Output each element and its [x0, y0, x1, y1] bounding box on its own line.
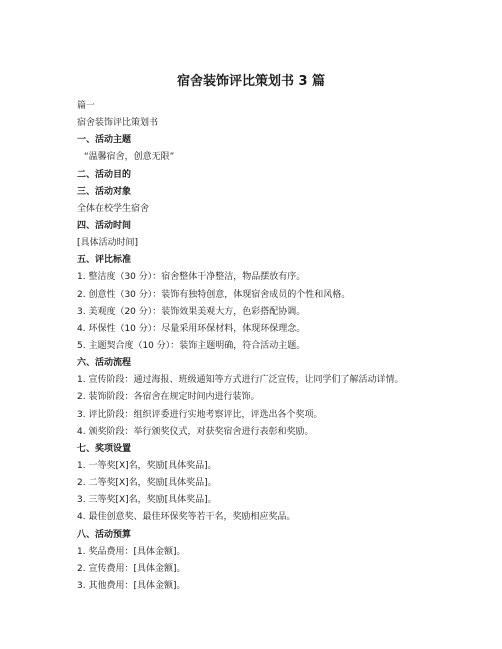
section-heading: 七、奖项设置: [77, 443, 132, 454]
text-line: 3. 三等奖[X]名，奖励[具体奖品]。: [77, 495, 217, 506]
section-heading: 一、活动主题: [77, 135, 132, 146]
text-line: 3. 其他费用：[具体金额]。: [77, 580, 186, 591]
text-line: 篇一: [77, 101, 96, 111]
text-line: 3. 评比阶段：组织评委进行实地考察评比，评选出各个奖项。: [77, 409, 323, 420]
section-heading: 二、活动目的: [77, 169, 132, 180]
text-line: 1. 宣传阶段：通过海报、班级通知等方式进行广泛宣传，让同学们了解活动详情。: [77, 375, 404, 386]
section-heading: 五、评比标准: [77, 255, 132, 266]
section-heading: 六、活动流程: [77, 358, 132, 369]
text-line: 3. 美观度（20 分）：装饰效果美观大方，色彩搭配协调。: [77, 306, 306, 317]
document-body: [77, 98, 462, 595]
section-heading: 四、活动时间: [77, 220, 132, 231]
text-line: 2. 宣传费用：[具体金额]。: [77, 563, 186, 574]
text-line: [具体活动时间]: [77, 238, 139, 249]
section-heading: 八、活动预算: [77, 529, 132, 540]
text-line: 2. 创意性（30 分）：装饰有独特创意，体现宿舍成员的个性和风格。: [77, 289, 351, 300]
text-line: 2. 装饰阶段：各宿舍在规定时间内进行装饰。: [77, 392, 260, 403]
document-title: 宿舍装饰评比策划书 3 篇: [176, 74, 326, 89]
text-line: 2. 二等奖[X]名，奖励[具体奖品]。: [77, 478, 217, 489]
text-line: 1. 一等奖[X]名，奖励[具体奖品]。: [77, 460, 217, 471]
text-line: 4. 最佳创意奖、最佳环保奖等若干名，奖励相应奖品。: [77, 512, 296, 523]
text-line: 全体在校学生宿舍: [77, 203, 150, 214]
text-line: 4. 颁奖阶段：举行颁奖仪式，对获奖宿舍进行表彰和奖励。: [77, 426, 314, 437]
text-line: “温馨宿舍，创意无限”: [84, 152, 175, 163]
text-line: 5. 主题契合度（10 分）：装饰主题明确，符合活动主题。: [77, 340, 306, 351]
section-heading: 三、活动对象: [77, 186, 132, 197]
text-line: 宿舍装饰评比策划书: [77, 118, 159, 129]
text-line: 1. 奖品费用：[具体金额]。: [77, 546, 186, 557]
text-line: 1. 整洁度（30 分）：宿舍整体干净整洁，物品摆放有序。: [77, 272, 306, 283]
text-line: 4. 环保性（10 分）：尽量采用环保材料，体现环保理念。: [77, 323, 306, 334]
